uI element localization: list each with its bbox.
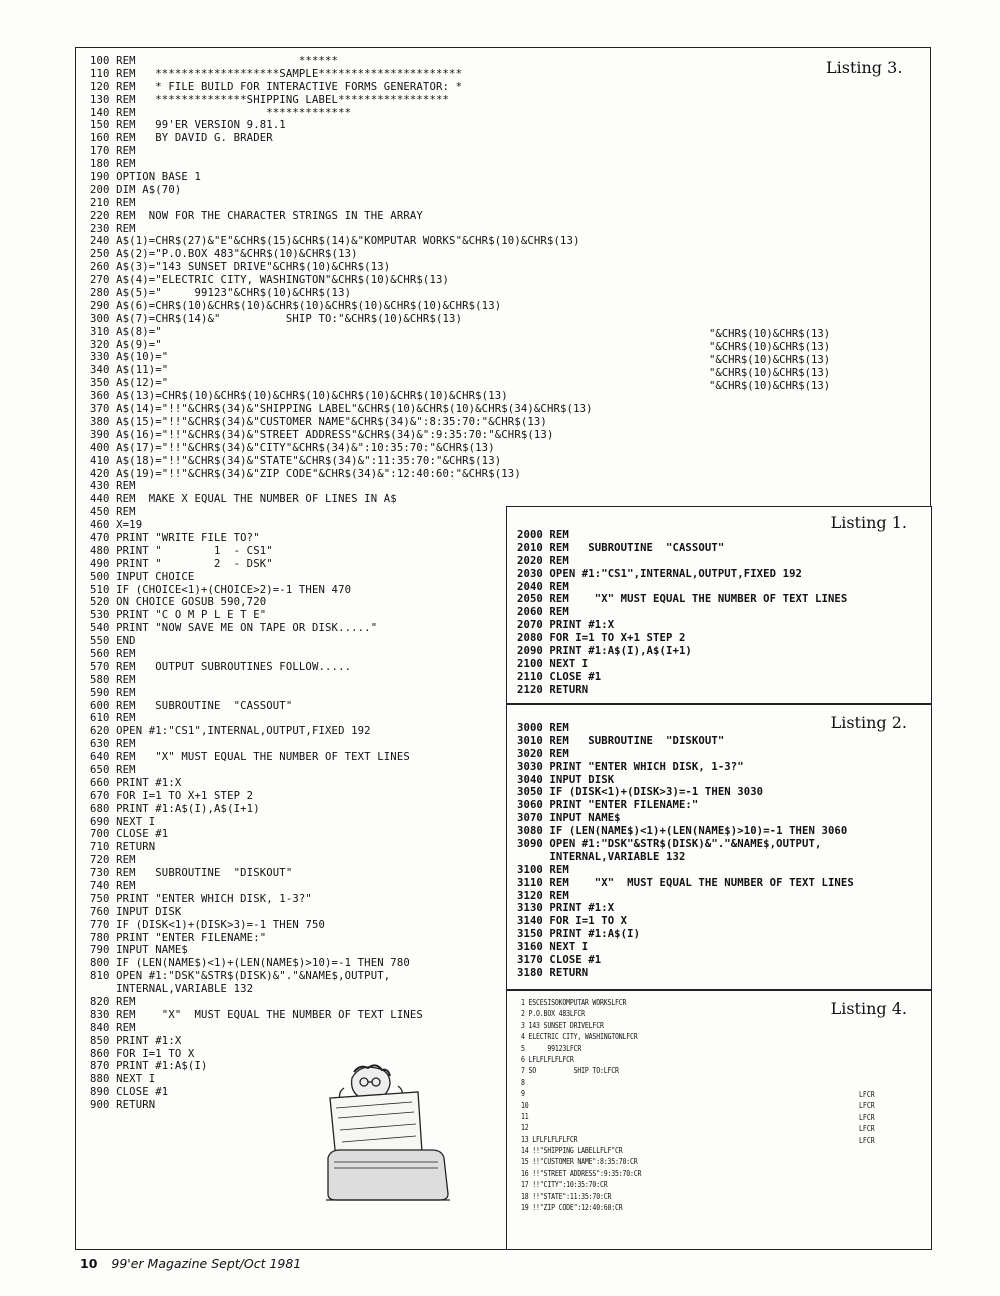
listing4-box [506,990,932,1250]
output-line: 18 !!"STATE":11:35:70:CR [521,1191,612,1201]
code-line: 680 PRINT #1:A$(I),A$(I+1) [90,802,260,815]
code-line: 3120 REM [517,889,569,902]
code-line: 420 A$(19)="!!"&CHR$(34)&"ZIP CODE"&CHR$(34)&":12:40:60:"&CHR$(13) [90,467,521,480]
code-line: 560 REM [90,647,136,660]
listing2-code [517,722,854,980]
code-line: 380 A$(15)="!!"&CHR$(34)&"CUSTOMER NAME"&CHR$(34)&":8:35:70:"&CHR$(13) [90,415,547,428]
output-line-continuation: LFCR [859,1101,875,1111]
code-line: 2010 REM SUBROUTINE "CASSOUT" [517,541,725,554]
output-line: 13 LFLFLFLFLFCR [521,1134,578,1144]
code-line: 810 OPEN #1:"DSK"&STR$(DISK)&"."&NAME$,OUTPUT, [90,970,391,983]
code-line: 760 INPUT DISK [90,905,182,918]
listing1-box [506,506,932,704]
code-line: 210 REM [90,196,136,209]
code-line: 3130 PRINT #1:X [517,902,615,915]
output-line: 5 99123LFCR [521,1043,582,1053]
output-line: 14 !!"SHIPPING LABELLFLF"CR [521,1146,623,1156]
code-line: 360 A$(13)=CHR$(10)&CHR$(10)&CHR$(10)&CHR$(10)&CHR$(10)&CHR$(13) [90,390,508,403]
code-line: 470 PRINT "WRITE FILE TO?" [90,531,260,544]
code-line: 500 INPUT CHOICE [90,570,195,583]
code-line: 650 REM [90,763,136,776]
code-line: 710 RETURN [90,841,156,854]
code-line: 2020 REM [517,554,569,567]
code-line: 3030 PRINT "ENTER WHICH DISK, 1-3?" [517,760,744,773]
code-line: 2050 REM "X" MUST EQUAL THE NUMBER OF TEXT LINES [517,593,848,606]
code-line: 120 REM * FILE BUILD FOR INTERACTIVE FORMS GENERATOR: * [90,80,463,93]
code-line: 3180 RETURN [517,966,589,979]
code-line: 2040 REM [517,580,569,593]
code-line: INTERNAL,VARIABLE 132 [517,850,686,863]
listing1-code [517,529,847,697]
code-line: 320 A$(9)=" [90,338,162,351]
code-line: 870 PRINT #1:A$(I) [90,1060,208,1073]
code-line: 430 REM [90,480,136,493]
code-line: 280 A$(5)=" 99123"&CHR$(10)&CHR$(13) [90,287,352,300]
code-line: 590 REM [90,686,136,699]
code-line: 270 A$(4)="ELECTRIC CITY, WASHINGTON"&CHR$(10)&CHR$(13) [90,274,450,287]
code-line: 350 A$(12)=" [90,377,169,390]
output-line-continuation: LFCR [859,1135,875,1145]
code-line: 580 REM [90,673,136,686]
code-line-continuation: "&CHR$(10)&CHR$(13) [709,379,831,392]
code-line: 840 REM [90,1021,136,1034]
code-line: 370 A$(14)="!!"&CHR$(34)&"SHIPPING LABEL"&CHR$(10)&CHR$(10)&CHR$(34)&CHR$(13) [90,403,593,416]
code-line: 620 OPEN #1:"CS1",INTERNAL,OUTPUT,FIXED 192 [90,725,371,738]
code-line: 3150 PRINT #1:A$(I) [517,928,641,941]
code-line-continuation: "&CHR$(10)&CHR$(13) [709,340,831,353]
code-line: 660 PRINT #1:X [90,776,182,789]
code-line: 530 PRINT "C O M P L E T E" [90,609,267,622]
code-line: 610 REM [90,712,136,725]
code-line: 550 END [90,635,136,648]
code-line: 3160 NEXT I [517,941,589,954]
code-line: 340 A$(11)=" [90,364,169,377]
code-line: 190 OPTION BASE 1 [90,171,201,184]
code-line: 3060 PRINT "ENTER FILENAME:" [517,799,699,812]
code-line: 150 REM 99'ER VERSION 9.81.1 [90,119,286,132]
code-line: 3070 INPUT NAME$ [517,812,621,825]
output-line: 17 !!"CITY":10:35:70:CR [521,1180,608,1190]
listing2-title: Listing 2. [830,713,907,732]
code-line: 100 REM ****** [90,55,339,67]
output-line: 7 SO SHIP TO:LFCR [521,1066,619,1076]
output-line-continuation: LFCR [859,1124,875,1134]
code-line: 3020 REM [517,747,569,760]
code-line: 2100 NEXT I [517,657,589,670]
code-line: 2120 RETURN [517,683,589,696]
listing1-title: Listing 1. [830,513,907,532]
code-line: 3140 FOR I=1 TO X [517,915,628,928]
code-line: 3100 REM [517,863,569,876]
code-line-continuation: "&CHR$(10)&CHR$(13) [709,366,831,379]
code-line: 3050 IF (DISK<1)+(DISK>3)=-1 THEN 3030 [517,786,764,799]
output-line: 3 143 SUNSET DRIVELFCR [521,1020,604,1030]
code-line: 110 REM *******************SAMPLE********************** [90,67,463,80]
code-line: 230 REM [90,222,136,235]
code-line: 400 A$(17)="!!"&CHR$(34)&"CITY"&CHR$(34)&":10:35:70:"&CHR$(13) [90,441,495,454]
page-number: 10 [80,1256,98,1271]
code-line: 600 REM SUBROUTINE "CASSOUT" [90,699,293,712]
code-line: INTERNAL,VARIABLE 132 [90,983,254,996]
output-line: 1 ESCESISOKOMPUTAR WORKSLFCR [521,998,627,1007]
code-line: 260 A$(3)="143 SUNSET DRIVE"&CHR$(10)&CHR$(13) [90,261,391,274]
output-line: 19 !!"ZIP CODE":12:40:60:CR [521,1203,623,1213]
output-line: 9 [521,1089,525,1099]
output-line: 4 ELECTRIC CITY, WASHINGTONLFCR [521,1032,638,1042]
page-footer [80,1256,301,1271]
code-line: 490 PRINT " 2 - DSK" [90,557,273,570]
code-line-continuation: "&CHR$(10)&CHR$(13) [709,353,831,366]
code-line: 200 DIM A$(70) [90,183,182,196]
code-line: 3000 REM [517,722,569,734]
code-line: 2000 REM [517,529,569,541]
output-line-continuation: LFCR [859,1090,875,1099]
listing4-right-column [859,1089,875,1146]
code-line: 220 REM NOW FOR THE CHARACTER STRINGS IN THE ARRAY [90,209,423,222]
code-line: 3170 CLOSE #1 [517,954,602,967]
output-line-continuation: LFCR [859,1112,875,1122]
code-line: 2030 OPEN #1:"CS1",INTERNAL,OUTPUT,FIXED 192 [517,567,803,580]
code-line: 460 X=19 [90,519,143,532]
code-line: 250 A$(2)="P.O.BOX 483"&CHR$(10)&CHR$(13) [90,248,358,261]
output-line: 12 [521,1123,529,1133]
code-line: 310 A$(8)=" [90,325,162,338]
code-line: 2110 CLOSE #1 [517,670,602,683]
output-line: 15 !!"CUSTOMER NAME":8:35:70:CR [521,1157,638,1167]
output-line: 2 P.O.BOX 483LFCR [521,1009,585,1019]
code-line: 130 REM **************SHIPPING LABEL***************** [90,93,450,106]
listing3-right-column [709,328,830,392]
code-line: 780 PRINT "ENTER FILENAME:" [90,931,267,944]
output-line: 8 [521,1077,525,1087]
listing4-title: Listing 4. [830,999,907,1018]
code-line: 3090 OPEN #1:"DSK"&STR$(DISK)&"."&NAME$,OUTPUT, [517,838,822,851]
code-line: 720 REM [90,854,136,867]
output-line: 6 LFLFLFLFLFCR [521,1054,574,1064]
code-line: 300 A$(7)=CHR$(14)&" SHIP TO:"&CHR$(10)&CHR$(13) [90,312,463,325]
code-line: 2080 FOR I=1 TO X+1 STEP 2 [517,632,686,645]
code-line: 510 IF (CHOICE<1)+(CHOICE>2)=-1 THEN 470 [90,583,352,596]
code-line-continuation: "&CHR$(10)&CHR$(13) [709,328,831,340]
output-line: 10 [521,1100,529,1110]
code-line: 890 CLOSE #1 [90,1086,169,1099]
magazine-issue: 99'er Magazine Sept/Oct 1981 [111,1256,302,1271]
code-line: 240 A$(1)=CHR$(27)&"E"&CHR$(15)&CHR$(14)&"KOMPUTAR WORKS"&CHR$(10)&CHR$(13) [90,235,580,248]
code-line: 2090 PRINT #1:A$(I),A$(I+1) [517,645,692,658]
code-line: 3110 REM "X" MUST EQUAL THE NUMBER OF TEXT LINES [517,876,854,889]
code-line: 880 NEXT I [90,1073,156,1086]
code-line: 520 ON CHOICE GOSUB 590,720 [90,596,267,609]
listing4-output [521,997,641,1213]
code-line: 830 REM "X" MUST EQUAL THE NUMBER OF TEXT LINES [90,1008,423,1021]
code-line: 160 REM BY DAVID G. BRADER [90,132,273,145]
output-line: 16 !!"STREET ADDRESS":9:35:70:CR [521,1168,642,1178]
code-line: 670 FOR I=1 TO X+1 STEP 2 [90,789,254,802]
code-line: 700 CLOSE #1 [90,828,169,841]
code-line: 850 PRINT #1:X [90,1034,182,1047]
listing3-title: Listing 3. [826,58,903,77]
code-line: 750 PRINT "ENTER WHICH DISK, 1-3?" [90,892,312,905]
code-line: 900 RETURN [90,1099,156,1112]
code-line: 540 PRINT "NOW SAVE ME ON TAPE OR DISK....." [90,622,378,635]
cartoon-illustration [320,1058,470,1208]
code-line: 410 A$(18)="!!"&CHR$(34)&"STATE"&CHR$(34)&":11:35:70:"&CHR$(13) [90,454,502,467]
code-line: 820 REM [90,996,136,1009]
code-line: 730 REM SUBROUTINE "DISKOUT" [90,867,293,880]
code-line: 140 REM ************* [90,106,352,119]
code-line: 640 REM "X" MUST EQUAL THE NUMBER OF TEXT LINES [90,751,410,764]
code-line: 440 REM MAKE X EQUAL THE NUMBER OF LINES IN A$ [90,493,397,506]
code-line: 180 REM [90,158,136,171]
code-line: 390 A$(16)="!!"&CHR$(34)&"STREET ADDRESS"&CHR$(34)&":9:35:70:"&CHR$(13) [90,428,554,441]
code-line: 3080 IF (LEN(NAME$)<1)+(LEN(NAME$)>10)=-1 THEN 3060 [517,825,848,838]
code-line: 630 REM [90,738,136,751]
listing2-box [506,704,932,990]
code-line: 330 A$(10)=" [90,351,169,364]
code-line: 3010 REM SUBROUTINE "DISKOUT" [517,734,725,747]
code-line: 790 INPUT NAME$ [90,944,188,957]
code-line: 860 FOR I=1 TO X [90,1047,195,1060]
code-line: 290 A$(6)=CHR$(10)&CHR$(10)&CHR$(10)&CHR$(10)&CHR$(10)&CHR$(13) [90,299,502,312]
code-line: 450 REM [90,506,136,519]
code-line: 800 IF (LEN(NAME$)<1)+(LEN(NAME$)>10)=-1 THEN 780 [90,957,410,970]
code-line: 2060 REM [517,606,569,619]
code-line: 690 NEXT I [90,815,156,828]
code-line: 170 REM [90,145,136,158]
code-line: 570 REM OUTPUT SUBROUTINES FOLLOW..... [90,660,352,673]
code-line: 480 PRINT " 1 - CS1" [90,544,273,557]
output-line: 11 [521,1111,529,1121]
code-line: 2070 PRINT #1:X [517,619,615,632]
code-line: 740 REM [90,880,136,892]
code-line: 770 IF (DISK<1)+(DISK>3)=-1 THEN 750 [90,918,326,931]
code-line: 3040 INPUT DISK [517,773,615,786]
